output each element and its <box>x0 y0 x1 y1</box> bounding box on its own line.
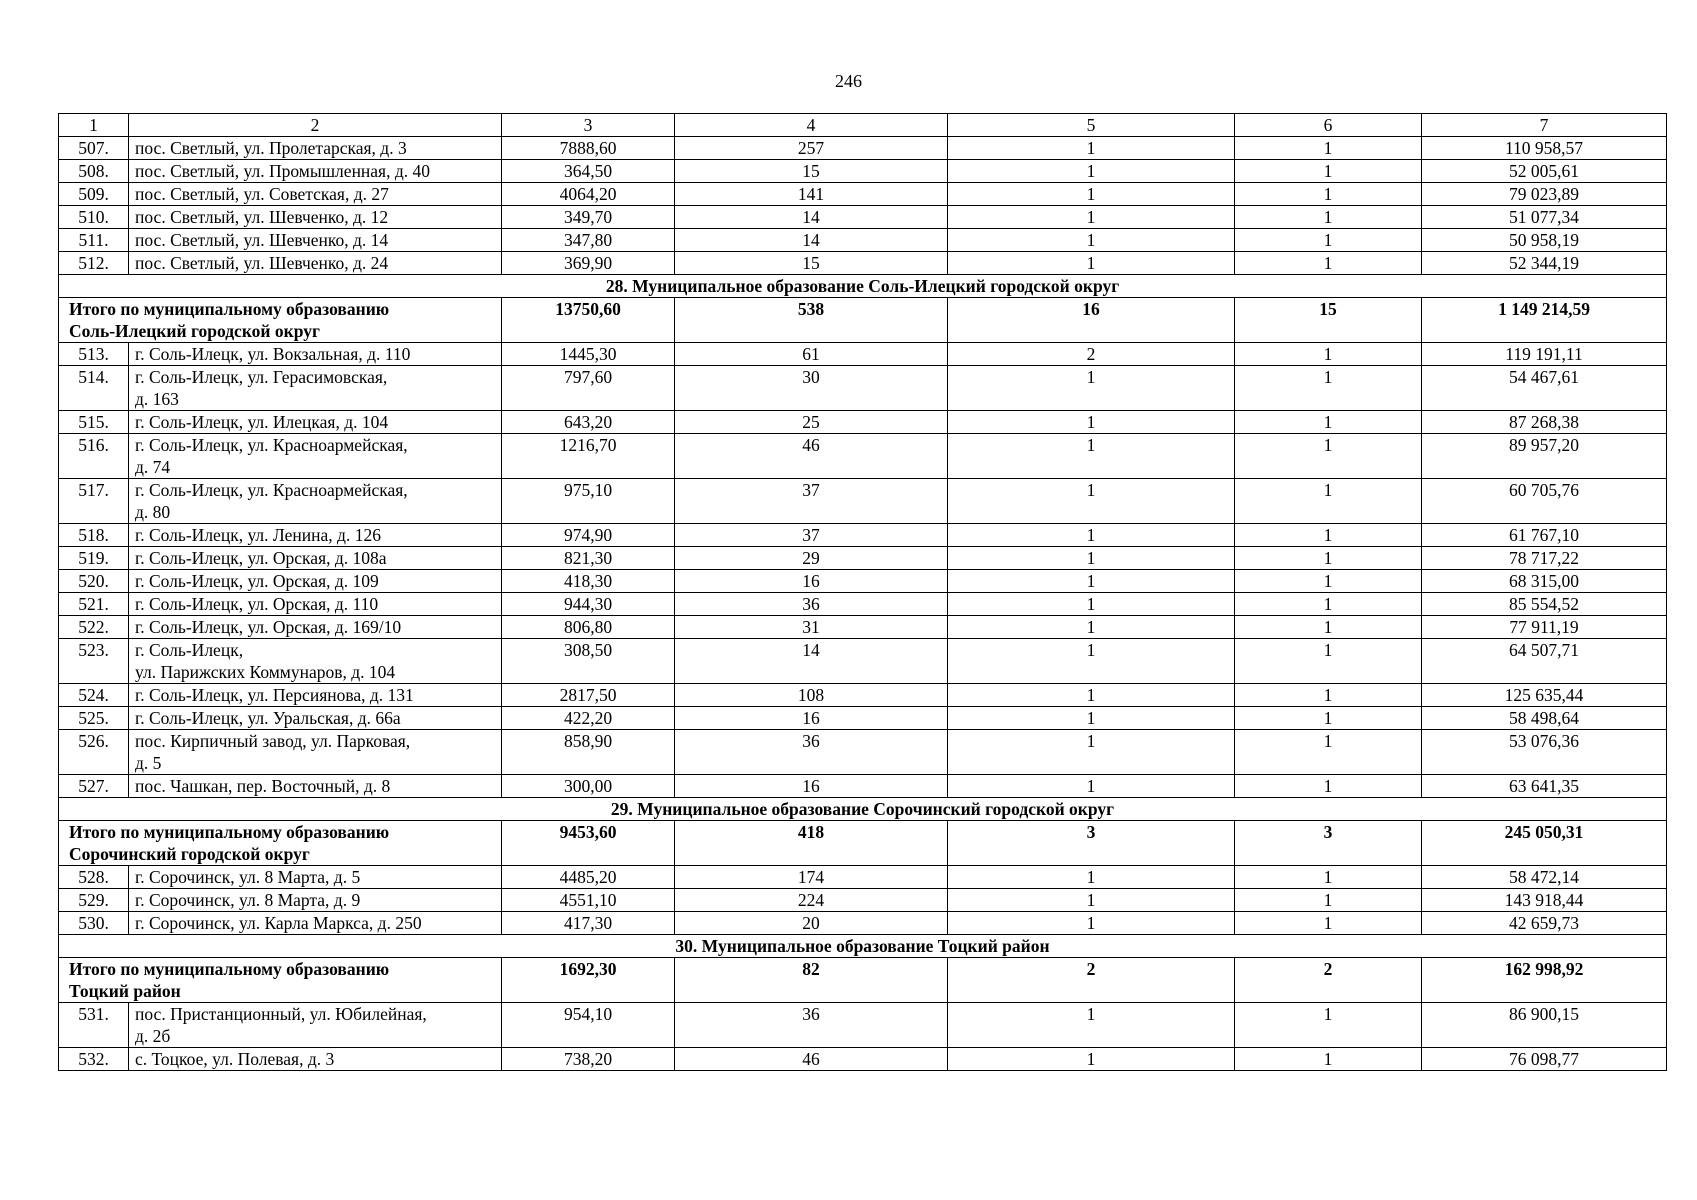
total-label-line: Итого по муниципальному образованию <box>69 959 390 979</box>
cell-c3: 4551,10 <box>502 889 675 912</box>
row-number: 517. <box>59 479 129 524</box>
cell-c7: 87 268,38 <box>1422 411 1667 434</box>
table-row <box>59 707 1667 730</box>
header-cell: 2 <box>129 114 502 137</box>
cell-c6: 1 <box>1235 411 1422 434</box>
address-line: д. 2б <box>135 1026 171 1046</box>
cell-c6: 1 <box>1235 183 1422 206</box>
row-number: 515. <box>59 411 129 434</box>
cell-c5: 2 <box>948 343 1235 366</box>
total-cell-c7: 245 050,31 <box>1422 821 1667 866</box>
address-line: г. Соль-Илецк, ул. Вокзальная, д. 110 <box>135 344 411 364</box>
cell-c5: 1 <box>948 570 1235 593</box>
address-line: пос. Светлый, ул. Шевченко, д. 24 <box>135 253 389 273</box>
cell-c5: 1 <box>948 684 1235 707</box>
total-row <box>59 298 1667 343</box>
row-number: 526. <box>59 730 129 775</box>
cell-c4: 14 <box>675 639 948 684</box>
address-line: с. Тоцкое, ул. Полевая, д. 3 <box>135 1049 335 1069</box>
table-row <box>59 866 1667 889</box>
address-line: г. Соль-Илецк, ул. Орская, д. 109 <box>135 571 379 591</box>
cell-c7: 60 705,76 <box>1422 479 1667 524</box>
cell-c7: 53 076,36 <box>1422 730 1667 775</box>
address-line: пос. Светлый, ул. Промышленная, д. 40 <box>135 161 431 181</box>
cell-c5: 1 <box>948 593 1235 616</box>
total-label-line: Тоцкий район <box>69 981 181 1001</box>
cell-c4: 36 <box>675 1003 948 1048</box>
row-number: 531. <box>59 1003 129 1048</box>
cell-c5: 1 <box>948 229 1235 252</box>
table-row <box>59 684 1667 707</box>
total-label <box>59 958 502 1003</box>
cell-c4: 29 <box>675 547 948 570</box>
address-line: г. Соль-Илецк, ул. Герасимовская, <box>135 367 388 387</box>
total-label-line: Соль-Илецкий городской округ <box>69 321 320 341</box>
cell-c7: 86 900,15 <box>1422 1003 1667 1048</box>
cell-c4: 174 <box>675 866 948 889</box>
address-cell <box>129 524 502 547</box>
table-row <box>59 206 1667 229</box>
cell-c7: 79 023,89 <box>1422 183 1667 206</box>
total-cell-c6: 2 <box>1235 958 1422 1003</box>
row-number: 510. <box>59 206 129 229</box>
header-cell: 1 <box>59 114 129 137</box>
cell-c3: 1445,30 <box>502 343 675 366</box>
cell-c4: 61 <box>675 343 948 366</box>
cell-c5: 1 <box>948 252 1235 275</box>
address-cell <box>129 912 502 935</box>
header-cell: 7 <box>1422 114 1667 137</box>
section-title: 29. Муниципальное образование Сорочинский городской округ <box>59 798 1667 821</box>
address-line: г. Соль-Илецк, <box>135 640 244 660</box>
cell-c3: 349,70 <box>502 206 675 229</box>
header-cell: 4 <box>675 114 948 137</box>
address-line: д. 80 <box>135 502 171 522</box>
table-row <box>59 160 1667 183</box>
address-cell <box>129 889 502 912</box>
cell-c7: 76 098,77 <box>1422 1048 1667 1071</box>
cell-c4: 224 <box>675 889 948 912</box>
total-cell-c6: 15 <box>1235 298 1422 343</box>
address-line: г. Сорочинск, ул. Карла Маркса, д. 250 <box>135 913 422 933</box>
cell-c3: 975,10 <box>502 479 675 524</box>
total-label-line: Итого по муниципальному образованию <box>69 822 390 842</box>
cell-c4: 46 <box>675 1048 948 1071</box>
section-header-row <box>59 935 1667 958</box>
address-cell <box>129 639 502 684</box>
cell-c5: 1 <box>948 547 1235 570</box>
cell-c7: 63 641,35 <box>1422 775 1667 798</box>
cell-c5: 1 <box>948 137 1235 160</box>
section-header-row <box>59 798 1667 821</box>
cell-c4: 257 <box>675 137 948 160</box>
cell-c7: 52 344,19 <box>1422 252 1667 275</box>
cell-c5: 1 <box>948 160 1235 183</box>
cell-c4: 25 <box>675 411 948 434</box>
table-row <box>59 252 1667 275</box>
address-line: пос. Светлый, ул. Пролетарская, д. 3 <box>135 138 407 158</box>
table-row <box>59 434 1667 479</box>
table-row <box>59 730 1667 775</box>
table-row <box>59 570 1667 593</box>
address-cell <box>129 1048 502 1071</box>
cell-c3: 954,10 <box>502 1003 675 1048</box>
total-cell-c5: 2 <box>948 958 1235 1003</box>
address-line: д. 5 <box>135 753 162 773</box>
cell-c3: 369,90 <box>502 252 675 275</box>
address-line: г. Соль-Илецк, ул. Уральская, д. 66а <box>135 708 401 728</box>
cell-c4: 14 <box>675 206 948 229</box>
address-cell <box>129 707 502 730</box>
address-line: пос. Пристанционный, ул. Юбилейная, <box>135 1004 427 1024</box>
cell-c6: 1 <box>1235 707 1422 730</box>
cell-c3: 738,20 <box>502 1048 675 1071</box>
address-line: г. Соль-Илецк, ул. Персиянова, д. 131 <box>135 685 414 705</box>
cell-c5: 1 <box>948 183 1235 206</box>
table-row <box>59 1003 1667 1048</box>
cell-c4: 20 <box>675 912 948 935</box>
table-row <box>59 411 1667 434</box>
cell-c6: 1 <box>1235 889 1422 912</box>
address-cell <box>129 434 502 479</box>
cell-c3: 944,30 <box>502 593 675 616</box>
section-header-row <box>59 275 1667 298</box>
cell-c4: 108 <box>675 684 948 707</box>
cell-c7: 78 717,22 <box>1422 547 1667 570</box>
total-label-line: Сорочинский городской округ <box>69 844 310 864</box>
cell-c3: 417,30 <box>502 912 675 935</box>
cell-c3: 1216,70 <box>502 434 675 479</box>
header-cell: 3 <box>502 114 675 137</box>
address-cell <box>129 570 502 593</box>
table-row <box>59 1048 1667 1071</box>
cell-c4: 30 <box>675 366 948 411</box>
cell-c7: 110 958,57 <box>1422 137 1667 160</box>
address-cell <box>129 616 502 639</box>
cell-c4: 16 <box>675 775 948 798</box>
total-cell-c3: 13750,60 <box>502 298 675 343</box>
row-number: 525. <box>59 707 129 730</box>
table-row <box>59 524 1667 547</box>
address-cell <box>129 366 502 411</box>
cell-c6: 1 <box>1235 366 1422 411</box>
cell-c7: 143 918,44 <box>1422 889 1667 912</box>
address-line: г. Соль-Илецк, ул. Красноармейская, <box>135 435 408 455</box>
total-row <box>59 958 1667 1003</box>
row-number: 529. <box>59 889 129 912</box>
page-number: 246 <box>835 71 862 91</box>
total-cell-c3: 1692,30 <box>502 958 675 1003</box>
cell-c6: 1 <box>1235 593 1422 616</box>
cell-c6: 1 <box>1235 434 1422 479</box>
cell-c6: 1 <box>1235 229 1422 252</box>
cell-c5: 1 <box>948 707 1235 730</box>
row-number: 514. <box>59 366 129 411</box>
cell-c7: 51 077,34 <box>1422 206 1667 229</box>
cell-c7: 77 911,19 <box>1422 616 1667 639</box>
data-table <box>58 113 1667 1071</box>
cell-c5: 1 <box>948 206 1235 229</box>
cell-c7: 85 554,52 <box>1422 593 1667 616</box>
cell-c6: 1 <box>1235 1003 1422 1048</box>
cell-c3: 643,20 <box>502 411 675 434</box>
cell-c6: 1 <box>1235 524 1422 547</box>
row-number: 508. <box>59 160 129 183</box>
cell-c6: 1 <box>1235 206 1422 229</box>
cell-c6: 1 <box>1235 912 1422 935</box>
total-cell-c4: 82 <box>675 958 948 1003</box>
table-row <box>59 616 1667 639</box>
cell-c3: 2817,50 <box>502 684 675 707</box>
total-cell-c3: 9453,60 <box>502 821 675 866</box>
total-cell-c4: 538 <box>675 298 948 343</box>
cell-c4: 36 <box>675 730 948 775</box>
address-cell <box>129 137 502 160</box>
table-row <box>59 639 1667 684</box>
address-line: г. Соль-Илецк, ул. Орская, д. 169/10 <box>135 617 402 637</box>
cell-c7: 119 191,11 <box>1422 343 1667 366</box>
address-line: г. Соль-Илецк, ул. Орская, д. 108а <box>135 548 387 568</box>
cell-c3: 4064,20 <box>502 183 675 206</box>
header-row <box>59 114 1667 137</box>
address-cell <box>129 343 502 366</box>
address-cell <box>129 479 502 524</box>
table-row <box>59 593 1667 616</box>
address-line: пос. Светлый, ул. Советская, д. 27 <box>135 184 389 204</box>
cell-c5: 1 <box>948 1003 1235 1048</box>
table-row <box>59 479 1667 524</box>
address-line: д. 74 <box>135 457 171 477</box>
header-cell: 6 <box>1235 114 1422 137</box>
cell-c5: 1 <box>948 866 1235 889</box>
address-cell <box>129 252 502 275</box>
cell-c7: 68 315,00 <box>1422 570 1667 593</box>
row-number: 532. <box>59 1048 129 1071</box>
cell-c3: 364,50 <box>502 160 675 183</box>
cell-c6: 1 <box>1235 343 1422 366</box>
address-line: г. Соль-Илецк, ул. Ленина, д. 126 <box>135 525 381 545</box>
row-number: 507. <box>59 137 129 160</box>
row-number: 520. <box>59 570 129 593</box>
table-row <box>59 547 1667 570</box>
cell-c3: 821,30 <box>502 547 675 570</box>
cell-c3: 422,20 <box>502 707 675 730</box>
cell-c7: 42 659,73 <box>1422 912 1667 935</box>
row-number: 521. <box>59 593 129 616</box>
cell-c4: 36 <box>675 593 948 616</box>
cell-c4: 37 <box>675 479 948 524</box>
total-cell-c7: 162 998,92 <box>1422 958 1667 1003</box>
cell-c4: 15 <box>675 160 948 183</box>
cell-c4: 16 <box>675 707 948 730</box>
cell-c7: 50 958,19 <box>1422 229 1667 252</box>
table-row <box>59 343 1667 366</box>
table-row <box>59 889 1667 912</box>
table-row <box>59 137 1667 160</box>
cell-c6: 1 <box>1235 160 1422 183</box>
cell-c6: 1 <box>1235 639 1422 684</box>
address-cell <box>129 593 502 616</box>
address-line: пос. Кирпичный завод, ул. Парковая, <box>135 731 411 751</box>
cell-c6: 1 <box>1235 570 1422 593</box>
table-row <box>59 229 1667 252</box>
table-row <box>59 775 1667 798</box>
address-cell <box>129 183 502 206</box>
cell-c3: 858,90 <box>502 730 675 775</box>
row-number: 511. <box>59 229 129 252</box>
cell-c6: 1 <box>1235 547 1422 570</box>
address-cell <box>129 229 502 252</box>
cell-c5: 1 <box>948 434 1235 479</box>
cell-c7: 58 498,64 <box>1422 707 1667 730</box>
cell-c7: 54 467,61 <box>1422 366 1667 411</box>
header-cell: 5 <box>948 114 1235 137</box>
address-line: пос. Светлый, ул. Шевченко, д. 12 <box>135 207 389 227</box>
cell-c6: 1 <box>1235 479 1422 524</box>
cell-c7: 52 005,61 <box>1422 160 1667 183</box>
cell-c6: 1 <box>1235 866 1422 889</box>
cell-c4: 31 <box>675 616 948 639</box>
address-cell <box>129 547 502 570</box>
address-cell <box>129 160 502 183</box>
cell-c5: 1 <box>948 524 1235 547</box>
cell-c3: 418,30 <box>502 570 675 593</box>
row-number: 523. <box>59 639 129 684</box>
row-number: 522. <box>59 616 129 639</box>
cell-c6: 1 <box>1235 775 1422 798</box>
cell-c4: 46 <box>675 434 948 479</box>
address-cell <box>129 866 502 889</box>
cell-c5: 1 <box>948 479 1235 524</box>
address-cell <box>129 684 502 707</box>
cell-c6: 1 <box>1235 252 1422 275</box>
cell-c6: 1 <box>1235 137 1422 160</box>
cell-c5: 1 <box>948 366 1235 411</box>
row-number: 524. <box>59 684 129 707</box>
cell-c3: 300,00 <box>502 775 675 798</box>
address-cell <box>129 775 502 798</box>
total-row <box>59 821 1667 866</box>
cell-c7: 89 957,20 <box>1422 434 1667 479</box>
cell-c7: 61 767,10 <box>1422 524 1667 547</box>
cell-c3: 347,80 <box>502 229 675 252</box>
address-cell <box>129 730 502 775</box>
cell-c3: 4485,20 <box>502 866 675 889</box>
cell-c5: 1 <box>948 889 1235 912</box>
row-number: 512. <box>59 252 129 275</box>
row-number: 516. <box>59 434 129 479</box>
cell-c6: 1 <box>1235 616 1422 639</box>
cell-c7: 64 507,71 <box>1422 639 1667 684</box>
address-cell <box>129 206 502 229</box>
address-line: пос. Светлый, ул. Шевченко, д. 14 <box>135 230 389 250</box>
section-title: 30. Муниципальное образование Тоцкий район <box>59 935 1667 958</box>
cell-c6: 1 <box>1235 730 1422 775</box>
section-title: 28. Муниципальное образование Соль-Илецкий городской округ <box>59 275 1667 298</box>
cell-c6: 1 <box>1235 684 1422 707</box>
cell-c5: 1 <box>948 912 1235 935</box>
row-number: 509. <box>59 183 129 206</box>
row-number: 519. <box>59 547 129 570</box>
row-number: 518. <box>59 524 129 547</box>
cell-c5: 1 <box>948 616 1235 639</box>
table-row <box>59 183 1667 206</box>
cell-c5: 1 <box>948 730 1235 775</box>
cell-c7: 58 472,14 <box>1422 866 1667 889</box>
row-number: 528. <box>59 866 129 889</box>
total-cell-c5: 16 <box>948 298 1235 343</box>
total-label-line: Итого по муниципальному образованию <box>69 299 390 319</box>
total-label <box>59 821 502 866</box>
address-line: г. Сорочинск, ул. 8 Марта, д. 5 <box>135 867 361 887</box>
address-cell <box>129 411 502 434</box>
row-number: 527. <box>59 775 129 798</box>
address-line: г. Соль-Илецк, ул. Красноармейская, <box>135 480 408 500</box>
address-cell <box>129 1003 502 1048</box>
address-line: д. 163 <box>135 389 179 409</box>
cell-c3: 974,90 <box>502 524 675 547</box>
cell-c4: 37 <box>675 524 948 547</box>
address-line: г. Соль-Илецк, ул. Орская, д. 110 <box>135 594 379 614</box>
cell-c3: 797,60 <box>502 366 675 411</box>
address-line: ул. Парижских Коммунаров, д. 104 <box>135 662 396 682</box>
row-number: 530. <box>59 912 129 935</box>
total-label <box>59 298 502 343</box>
cell-c6: 1 <box>1235 1048 1422 1071</box>
cell-c4: 14 <box>675 229 948 252</box>
cell-c5: 1 <box>948 1048 1235 1071</box>
total-cell-c4: 418 <box>675 821 948 866</box>
cell-c4: 16 <box>675 570 948 593</box>
total-cell-c7: 1 149 214,59 <box>1422 298 1667 343</box>
total-cell-c5: 3 <box>948 821 1235 866</box>
row-number: 513. <box>59 343 129 366</box>
cell-c3: 7888,60 <box>502 137 675 160</box>
cell-c4: 141 <box>675 183 948 206</box>
cell-c5: 1 <box>948 411 1235 434</box>
cell-c3: 308,50 <box>502 639 675 684</box>
address-line: пос. Чашкан, пер. Восточный, д. 8 <box>135 776 391 796</box>
cell-c4: 15 <box>675 252 948 275</box>
cell-c3: 806,80 <box>502 616 675 639</box>
cell-c7: 125 635,44 <box>1422 684 1667 707</box>
total-cell-c6: 3 <box>1235 821 1422 866</box>
cell-c5: 1 <box>948 775 1235 798</box>
table-row <box>59 366 1667 411</box>
table-row <box>59 912 1667 935</box>
address-line: г. Сорочинск, ул. 8 Марта, д. 9 <box>135 890 361 910</box>
address-line: г. Соль-Илецк, ул. Илецкая, д. 104 <box>135 412 389 432</box>
cell-c5: 1 <box>948 639 1235 684</box>
